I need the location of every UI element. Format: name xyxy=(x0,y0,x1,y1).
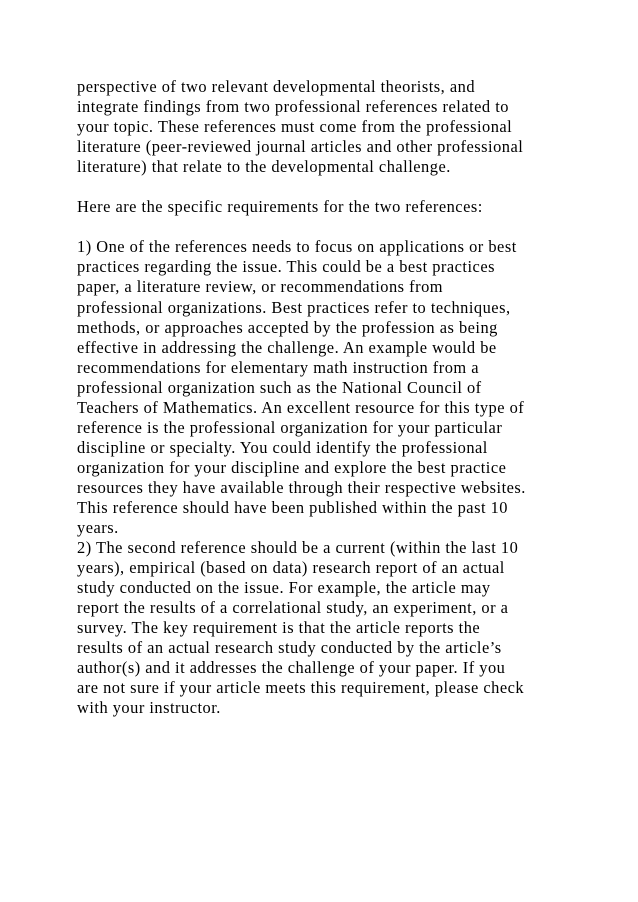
text-line: professional organization such as the National Council of xyxy=(77,377,482,397)
text-line: methods, or approaches accepted by the profession as being xyxy=(77,317,498,337)
paragraph-requirements-list xyxy=(77,237,617,718)
text-line: integrate findings from two professional references related to xyxy=(77,97,509,117)
text-line: resources they have available through their respective websites. xyxy=(77,477,526,497)
text-line: results of an actual research study conducted by the article’s xyxy=(77,638,502,658)
text-line: 1) One of the references needs to focus on applications or best xyxy=(77,237,517,257)
text-line: 2) The second reference should be a current (within the last 10 xyxy=(77,538,519,558)
text-line: professional organizations. Best practices refer to techniques, xyxy=(77,297,511,317)
text-line: study conducted on the issue. For example, the article may xyxy=(77,578,491,598)
text-line: recommendations for elementary math instruction from a xyxy=(77,357,480,377)
text-line: effective in addressing the challenge. An example would be xyxy=(77,337,497,357)
text-line: paper, a literature review, or recommendations from xyxy=(77,277,444,297)
text-line: perspective of two relevant developmental theorists, and xyxy=(77,77,476,96)
text-line: survey. The key requirement is that the article reports the xyxy=(77,618,481,638)
paragraph-intro xyxy=(77,77,617,177)
text-line: Here are the specific requirements for the two references: xyxy=(77,197,483,217)
text-line: practices regarding the issue. This could be a best practices xyxy=(77,257,495,277)
text-line: author(s) and it addresses the challenge of your paper. If you xyxy=(77,658,506,678)
text-line: years. xyxy=(77,518,119,538)
text-line: Teachers of Mathematics. An excellent resource for this type of xyxy=(77,397,525,417)
text-line: years), empirical (based on data) research report of an actual xyxy=(77,558,505,578)
text-line: literature) that relate to the developmental challenge. xyxy=(77,157,451,177)
paragraph-spacer xyxy=(77,217,617,237)
text-line: literature (peer-reviewed journal articles and other professional xyxy=(77,137,524,157)
text-line: discipline or specialty. You could identify the professional xyxy=(77,437,488,457)
paragraph-spacer xyxy=(77,177,617,197)
text-line: reference is the professional organization for your particular xyxy=(77,417,503,437)
text-line: your topic. These references must come from the professional xyxy=(77,117,513,137)
text-line: organization for your discipline and explore the best practice xyxy=(77,457,507,477)
paragraph-requirements-heading xyxy=(77,197,617,217)
text-line: report the results of a correlational study, an experiment, or a xyxy=(77,598,509,618)
text-line: with your instructor. xyxy=(77,698,221,718)
document-page xyxy=(77,77,617,719)
text-line: This reference should have been published within the past 10 xyxy=(77,497,509,517)
text-line: are not sure if your article meets this requirement, please check xyxy=(77,678,525,698)
